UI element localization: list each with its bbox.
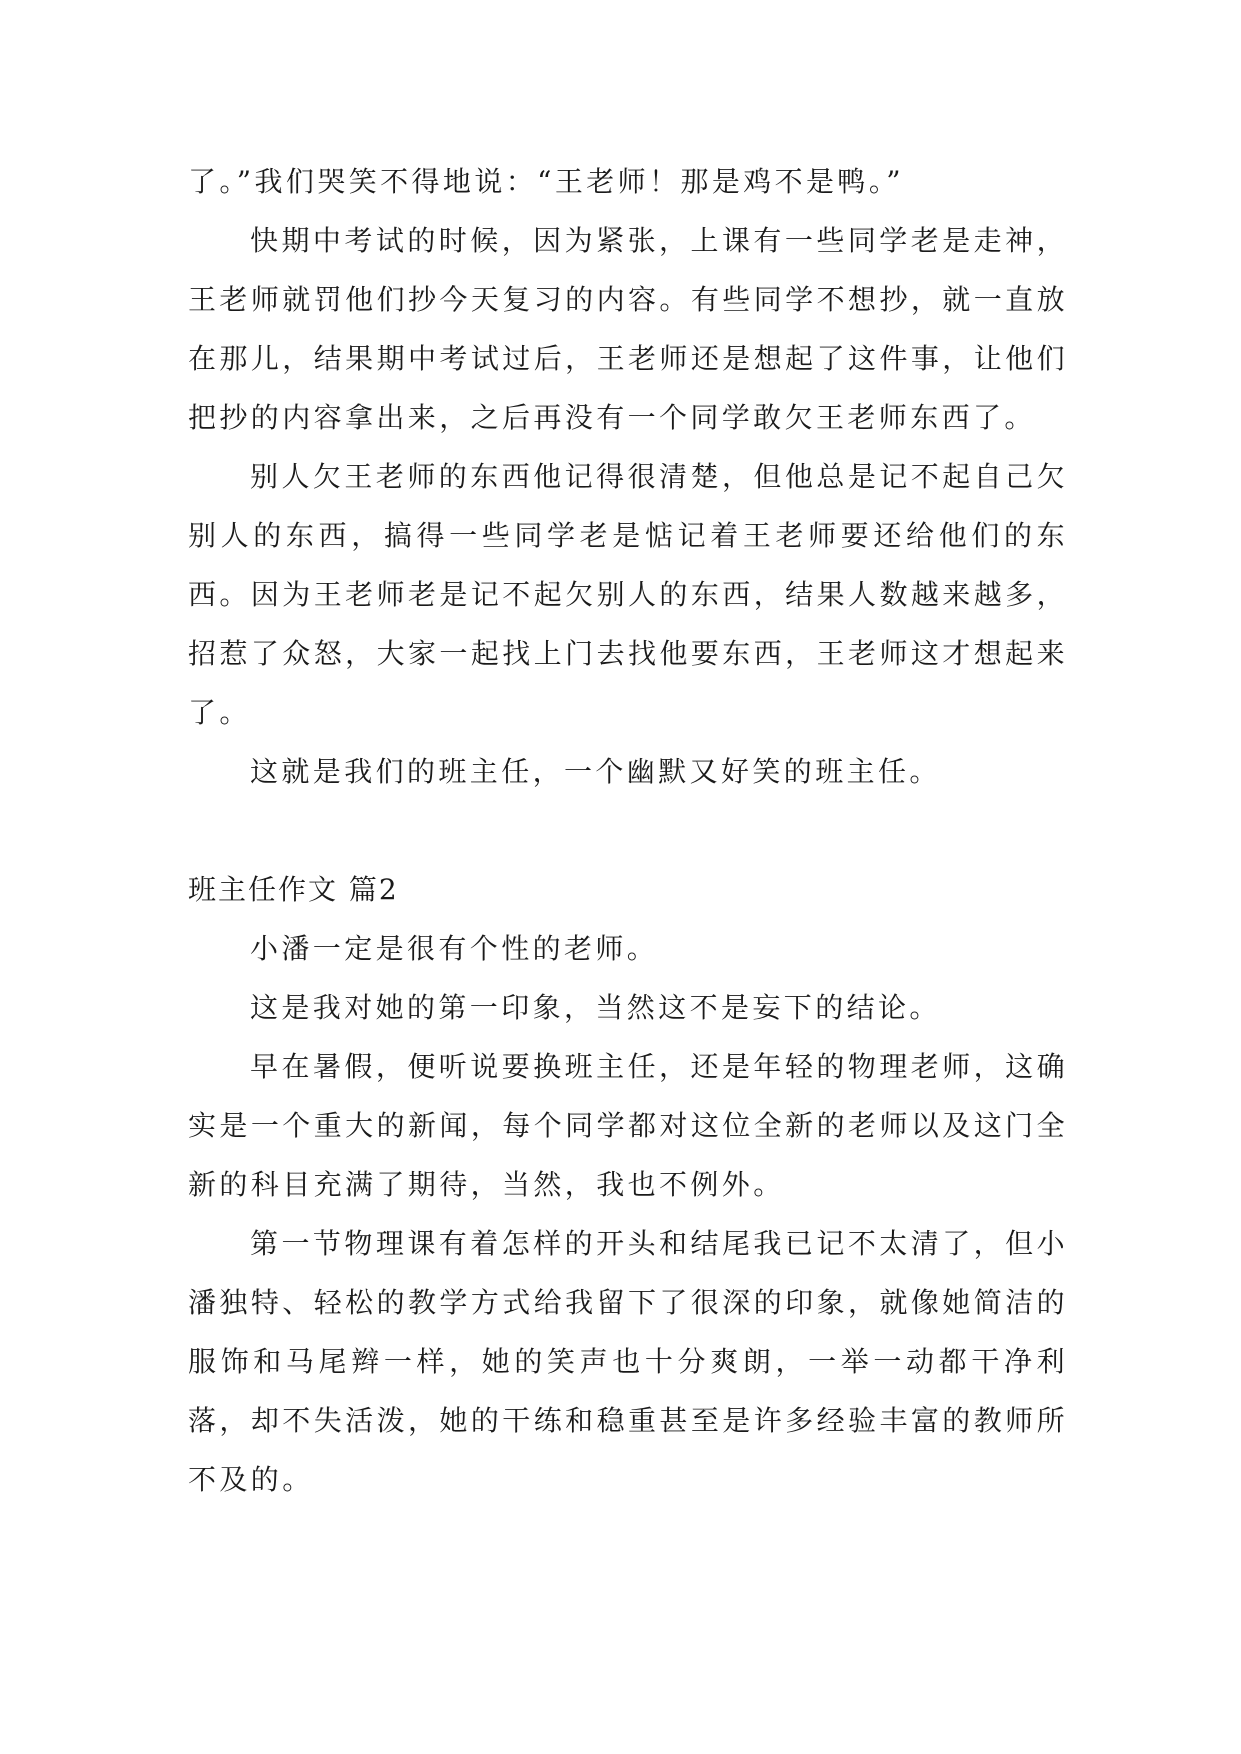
paragraph: 第一节物理课有着怎样的开头和结尾我已记不太清了，但小潘独特、轻松的教学方式给我留下了很深的印象，就像她简洁的服饰和马尾辫一样，她的笑声也十分爽朗，一举一动都干净利落，却不失活泼，她的干练和稳重甚至是许多经验丰富的教师所不及的。 [188, 1227, 1068, 1496]
paragraph: 别人欠王老师的东西他记得很清楚，但他总是记不起自己欠别人的东西，搞得一些同学老是惦记着王老师要还给他们的东西。因为王老师老是记不起欠别人的东西，结果人数越来越多，招惹了众怒，大家一起找上门去找他要东西，王老师这才想起来了。 [188, 460, 1068, 729]
section-heading: 班主任作文 篇2 [188, 873, 399, 906]
paragraph: 小潘一定是很有个性的老师。 [250, 932, 659, 965]
paragraph: 这就是我们的班主任，一个幽默又好笑的班主任。 [250, 755, 941, 788]
paragraph-continuation: 了。”我们哭笑不得地说：“王老师！那是鸡不是鸭。” [188, 165, 904, 198]
paragraph: 这是我对她的第一印象，当然这不是妄下的结论。 [250, 991, 941, 1024]
document-body [188, 152, 1068, 1509]
paragraph: 早在暑假，便听说要换班主任，还是年轻的物理老师，这确实是一个重大的新闻，每个同学都对这位全新的老师以及这门全新的科目充满了期待，当然，我也不例外。 [188, 1050, 1068, 1201]
section-spacer [188, 801, 1068, 860]
paragraph: 快期中考试的时候，因为紧张，上课有一些同学老是走神，王老师就罚他们抄今天复习的内容。有些同学不想抄，就一直放在那儿，结果期中考试过后，王老师还是想起了这件事，让他们把抄的内容拿出来，之后再没有一个同学敢欠王老师东西了。 [188, 224, 1068, 434]
